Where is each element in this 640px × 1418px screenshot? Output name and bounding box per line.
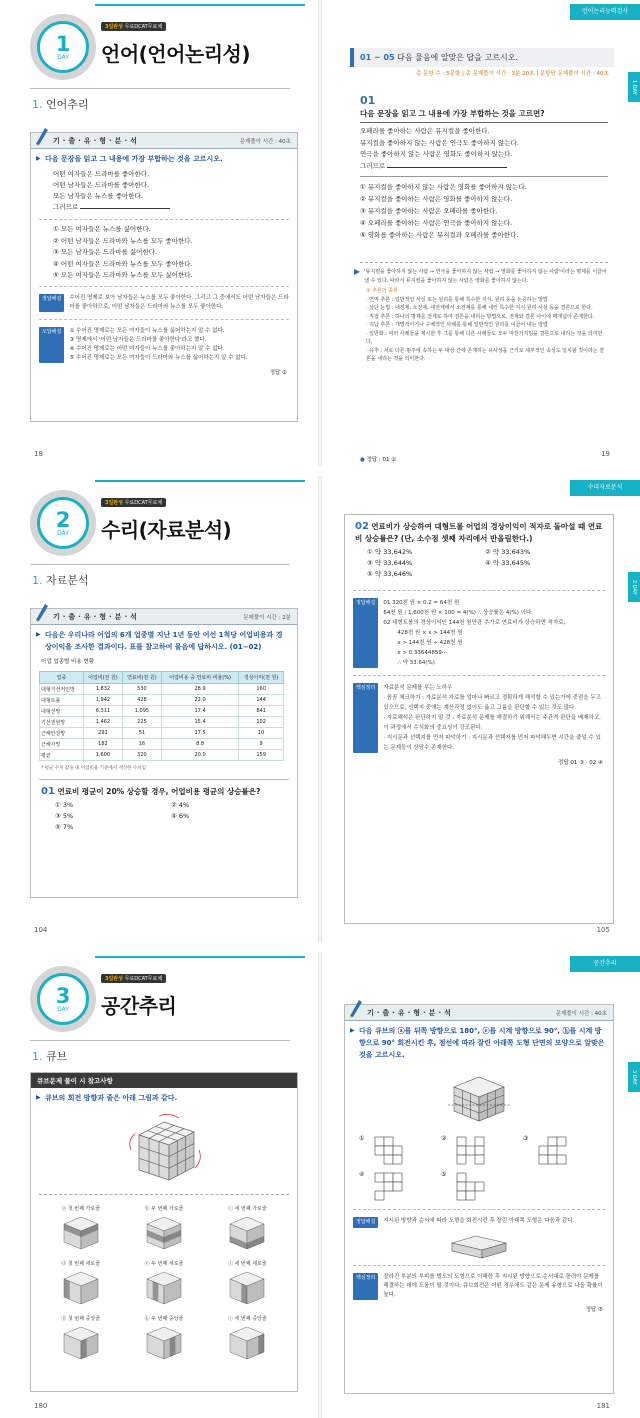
divider bbox=[353, 1265, 605, 1266]
table-cell: 기선권현망 bbox=[40, 717, 84, 728]
title-rule bbox=[30, 88, 290, 89]
table-cell: 6,311 bbox=[83, 706, 122, 717]
table-cell: 1,600 bbox=[83, 750, 122, 761]
page-number: 19 bbox=[601, 450, 610, 458]
top-rule bbox=[95, 956, 305, 972]
question-title: 연료비 평균이 20% 상승할 경우, 어업비용 평균의 상승률은? bbox=[57, 787, 261, 796]
cube-figure bbox=[119, 1110, 209, 1190]
explanation-text: 수어진 명제로 보아 남자들은 뉴스를 모두 좋아한다. 그리고 그 중에서도 어떤 남자들은 드라마를 좋아하므로, 어떤 남자들은 드라마와 뉴스를 모두 좋아한다. bbox=[69, 294, 289, 310]
rotation-label: ⓑ 두 번째 가로줄 bbox=[144, 1206, 184, 1212]
calc-line: ∴ 약 33.64(%) bbox=[397, 660, 435, 666]
answer: 정답 ⑤ bbox=[585, 1307, 603, 1313]
table-cell: 대형선망 bbox=[40, 706, 84, 717]
rotation-label: ⓓ 첫 번째 세로줄 bbox=[61, 1261, 101, 1267]
answer-icon: ● bbox=[360, 457, 365, 463]
rotation-label: ⓐ 첫 번째 가로줄 bbox=[61, 1206, 101, 1212]
info-icon: ▶ bbox=[354, 267, 361, 276]
table-cell: 1,832 bbox=[83, 684, 122, 695]
note-line: · 유추 : 서로 다른 범주에 속하는 두 대상 간에 존재하는 유사성을 근거로 세부적인 속성도 일치할 것이라는 결론을 내리는 것을 의미한다. bbox=[366, 347, 604, 362]
rotation-example bbox=[39, 1258, 122, 1307]
table-cell: 159 bbox=[239, 750, 284, 761]
day-number: 3 bbox=[55, 983, 71, 1008]
table-row bbox=[40, 695, 284, 706]
answer-choice[interactable] bbox=[359, 1135, 435, 1165]
rotation-label: ⓗ 두 번째 중앙줄 bbox=[144, 1316, 184, 1322]
table-header: 업종 bbox=[40, 672, 84, 684]
explanation-tag: 핵심정리 bbox=[353, 1273, 378, 1300]
explanation-line: ③ 명제에서 '어떤 남자들은 드라마를 좋아한다'라고 했다. bbox=[69, 336, 207, 343]
cube-rotation-grid bbox=[31, 1197, 297, 1368]
option: ② 4% bbox=[171, 801, 190, 809]
cross-section-icon bbox=[449, 1171, 491, 1201]
question-cube bbox=[345, 1069, 613, 1125]
cut-shape-figure bbox=[444, 1231, 514, 1261]
calc-line: 01 320천 원 × 0.2 = 64천 원 bbox=[383, 600, 460, 606]
table-cell: 1,462 bbox=[83, 717, 122, 728]
question-02 bbox=[345, 515, 613, 586]
option: ⑤ 모든 여자들은 드라마와 뉴스를 모두 싫어한다. bbox=[53, 271, 193, 279]
option-list bbox=[31, 224, 297, 282]
cube-icon bbox=[58, 1322, 104, 1362]
note-line: · 직접 추론 : 하나의 명제를 전제로 하여 결론을 내리는 방법으로, 전제와 결론 사이에 매개념이 존재한다. bbox=[366, 313, 595, 320]
option: ③ 모든 남자들은 드라마를 싫어한다. bbox=[53, 248, 158, 256]
question-01 bbox=[360, 94, 608, 241]
rotation-example bbox=[39, 1203, 122, 1252]
rotation-example bbox=[122, 1258, 205, 1307]
instruction: 다음 물음에 알맞은 답을 고르시오. bbox=[397, 53, 518, 62]
table-row bbox=[40, 728, 284, 739]
premise-list bbox=[360, 126, 608, 172]
choice-number: ⑤ bbox=[441, 1171, 447, 1178]
section-number: 1. bbox=[32, 1050, 43, 1063]
option: ④ 약 33,645% bbox=[485, 559, 531, 567]
note-line: · 삼단 논법 : 대전제, 소전제, 대전제에서 소전제를 통해 내린 특수한 지식·원리·사실 등을 결론으로 한다. bbox=[366, 305, 593, 311]
page-number: 104 bbox=[34, 926, 48, 934]
spread-1 bbox=[0, 0, 640, 466]
option-list bbox=[355, 547, 603, 580]
cross-section-icon bbox=[531, 1135, 573, 1165]
table-row bbox=[40, 739, 284, 750]
series-badge bbox=[101, 22, 166, 31]
page-number: 181 bbox=[596, 1402, 610, 1410]
explanation-line: ① 수어진 명제로는 모든 여자들이 뉴스를 싫어하는지 알 수 없다. bbox=[69, 327, 225, 334]
side-tab: 1 DAY bbox=[628, 72, 640, 102]
cube-icon bbox=[141, 1267, 187, 1307]
series-badge bbox=[101, 498, 166, 507]
badge-a: 3일완성 bbox=[105, 976, 123, 982]
table-header: 연료비(천 원) bbox=[122, 672, 161, 684]
table-cell: 160 bbox=[239, 684, 284, 695]
table-cell: 182 bbox=[83, 739, 122, 750]
question-range: 01 ~ 05 bbox=[360, 53, 395, 62]
table-cell: 28.9 bbox=[161, 684, 238, 695]
table-cell: 근해자망 bbox=[40, 739, 84, 750]
day-number: 2 bbox=[55, 507, 71, 532]
choice-grid bbox=[345, 1131, 613, 1205]
title-rule bbox=[30, 564, 290, 565]
page-105 bbox=[320, 476, 640, 942]
table-cell: 17.4 bbox=[161, 706, 238, 717]
top-rule bbox=[95, 4, 305, 20]
page-number: 180 bbox=[34, 1402, 48, 1410]
option: ① 모든 여자들은 뉴스를 싫어한다. bbox=[53, 225, 151, 233]
day-badge bbox=[30, 966, 96, 1032]
answer: 정답 ② bbox=[269, 369, 287, 376]
time-limit: 문제풀이 시간 : 40초 bbox=[555, 1011, 607, 1017]
table-header-row bbox=[40, 672, 284, 684]
badge-b: 무료DCAT무료체 bbox=[124, 976, 163, 982]
rotation-label: ⓔ 두 번째 세로줄 bbox=[144, 1261, 184, 1267]
table-cell: 428 bbox=[122, 695, 161, 706]
option-list bbox=[360, 181, 608, 241]
note-line: ① 추론의 종류 bbox=[366, 288, 398, 294]
page-104 bbox=[0, 476, 320, 942]
question-number: 01 bbox=[360, 94, 376, 107]
solution-box bbox=[344, 514, 614, 924]
option: ③ 5% bbox=[55, 812, 74, 820]
table-cell: 841 bbox=[239, 706, 284, 717]
explanation-tag: 정답해설 bbox=[353, 598, 378, 668]
divider bbox=[353, 590, 605, 591]
option: ① 뮤지컬을 좋아하지 않는 사람은 영화를 좋아하지 않는다. bbox=[360, 183, 527, 191]
option: ⑤ 영화를 좋아하는 사람은 뮤지컬과 오페라를 좋아한다. bbox=[360, 231, 519, 239]
table-cell: 225 bbox=[122, 717, 161, 728]
page-number: 105 bbox=[596, 926, 610, 934]
explanation-tag: 정답해설 bbox=[39, 294, 64, 312]
table-header: 경상이익(천 원) bbox=[239, 672, 284, 684]
table-row bbox=[40, 706, 284, 717]
rotation-example bbox=[39, 1313, 122, 1362]
option: ⑤ 약 33,646% bbox=[367, 570, 413, 578]
divider bbox=[39, 319, 289, 320]
day-number: 1 bbox=[55, 31, 71, 56]
question-number: 02 bbox=[355, 521, 369, 532]
summary-line: · 꼼꼼 체크하기 : 자료분석 자료를 얼마나 빠르고 정확하게 해석할 수 있는가에 중점을 두고 있으므로, 선택지 중에는 계산과정 없이도 옳고 그름을 판단할 수 있는 것도 많다. bbox=[383, 695, 601, 711]
calc-line: 02 대형트롤의 경상이익인 144천 원만큼 추가로 연료비가 상승하면 적자로, bbox=[383, 620, 566, 626]
premise: 어떤 여자들은 드라마를 좋아한다. bbox=[53, 170, 150, 178]
table-note: * 평균 수치 값을 내 어업비용 기준에서 계산한 수치임 bbox=[41, 766, 146, 771]
section-heading bbox=[32, 1048, 67, 1064]
answer-choice[interactable] bbox=[523, 1135, 599, 1165]
question-01 bbox=[31, 784, 297, 835]
option: ⑤ 7% bbox=[55, 823, 74, 831]
explanation-line: ⑤ 수어진 명제로는 모든 여자들이 드라마와 뉴스를 싫어하는지 알 수 없다. bbox=[69, 354, 248, 361]
pen-icon bbox=[33, 124, 49, 146]
answer-figure bbox=[345, 1231, 613, 1261]
section-number: 1. bbox=[32, 574, 43, 587]
answer-choice[interactable] bbox=[441, 1135, 517, 1165]
correct-explanation bbox=[345, 1214, 613, 1231]
box-title: 기·출·유·형·분·석 bbox=[53, 613, 140, 621]
table-cell: 530 bbox=[122, 684, 161, 695]
option: ① 3% bbox=[55, 801, 74, 809]
note-line: · 귀납 추론 : 개별적이거나 구체적인 사례를 통해 일반적인 원리를 이끌어 내는 방법 bbox=[366, 322, 548, 328]
explanation-text: '뮤지컬을 좋아하지 않는 사람 → 연극을 좋아하지 않는 사람 → 영화를 좋아하지 않는 사람'이라는 명제를 이끌어 낼 수 있다. 따라서 뮤지컬을 좋아하지 않는 사람은 영화를 좋아하지 않는다. bbox=[364, 269, 607, 284]
cross-section-icon bbox=[367, 1171, 409, 1201]
question-text: ▶ 다음은 우리나라 어업의 6개 업종별 지난 1년 동안 어선 1척당 어업비용과 경상이익을 조사한 결과이다. 표를 참고하여 물음에 답하시오. (01~02) bbox=[31, 625, 297, 655]
badge-b: 무료DCAT무료체 bbox=[124, 500, 163, 506]
rotation-label: ⓒ 세 번째 가로줄 bbox=[227, 1206, 267, 1212]
choice-number: ① bbox=[359, 1135, 365, 1142]
day-badge bbox=[30, 14, 96, 80]
pen-icon bbox=[33, 600, 49, 622]
note-line: · 일반화 : 여러 사례들을 제시한 후 그를 통해 다른 사례들도 모두 마찬가지임을 결론으로 내리는 것을 의미한다. bbox=[366, 330, 603, 345]
question-text: ▶ 다음 큐브의 ⓐ를 뒤쪽 방향으로 180°, ⓔ를 시계 방향으로 90°, ⓗ를 시계 방향으로 90° 회전시킨 후, 점선에 따라 잘린 아래쪽 도형 단면의 모양으로 알맞은 것을 고르시오. bbox=[345, 1021, 613, 1063]
rotation-example bbox=[122, 1203, 205, 1252]
explanation-line: ④ 수어진 명제로는 어떤 여자들이 뉴스를 좋아하는지 알 수 없다. bbox=[69, 345, 225, 352]
table-cell: 1,095 bbox=[122, 706, 161, 717]
table-row bbox=[40, 717, 284, 728]
cube-icon bbox=[141, 1322, 187, 1362]
table-cell: 8.8 bbox=[161, 739, 238, 750]
table-cell: 대형기선저인망 bbox=[40, 684, 84, 695]
table-cell: 20.0 bbox=[161, 750, 238, 761]
side-tab: 2 DAY bbox=[628, 572, 640, 602]
page-19 bbox=[320, 0, 640, 466]
option: ④ 6% bbox=[171, 812, 190, 820]
calc-line: 64천 원 / 1,600천 원 × 100 = 4(%) ∴ 상승률은 4(%) 이다. bbox=[383, 610, 534, 616]
table-cell: 51 bbox=[122, 728, 161, 739]
cube-icon bbox=[58, 1212, 104, 1252]
cube-icon bbox=[141, 1212, 187, 1252]
rotation-label: ⓖ 첫 번째 중앙줄 bbox=[61, 1316, 101, 1322]
premise-list bbox=[31, 167, 297, 215]
summary-text: 잘라진 부분의 부피를 별도의 도형으로 이해한 후 지시된 방향으로 순서대로 돌려야 문제를 해결하는 데에 도움이 될 것이다. 큐브회전은 어떤 경우에도 같은 문제 유형으로 나올 확률이 높다. bbox=[383, 1274, 603, 1298]
section-label: 큐브 bbox=[46, 1050, 68, 1063]
analysis-box bbox=[344, 1004, 614, 1394]
table-cell: 대형트롤 bbox=[40, 695, 84, 706]
day-word: DAY bbox=[57, 529, 69, 537]
rotation-example bbox=[206, 1258, 289, 1307]
answer-footer-text: 정답 : 01 ① bbox=[366, 457, 397, 463]
day-word: DAY bbox=[57, 53, 69, 61]
conclusion-label: 그러므로 bbox=[360, 161, 386, 170]
header-tab: 공간추리 bbox=[570, 956, 640, 972]
box-title: 기·출·유·형·분·석 bbox=[53, 137, 140, 145]
table-row bbox=[40, 750, 284, 761]
option: ② 약 33,643% bbox=[485, 548, 531, 556]
box-title: 큐브문제 풀이 시 참고사항 bbox=[31, 1073, 297, 1088]
table-cell: 144 bbox=[239, 695, 284, 706]
box-header bbox=[31, 609, 297, 625]
table-header: 어업비(천 원) bbox=[83, 672, 122, 684]
premise: 모든 남자들은 뉴스를 좋아한다. bbox=[53, 192, 143, 200]
table-title: 어업 업종별 비용 현황 bbox=[41, 659, 95, 665]
table-cell: 16 bbox=[122, 739, 161, 750]
cube-icon bbox=[224, 1212, 270, 1252]
table-cell: 평균 bbox=[40, 750, 84, 761]
rotation-label: ⓘ 세 번째 중앙줄 bbox=[227, 1316, 267, 1322]
table-cell: 102 bbox=[239, 717, 284, 728]
box-title: 기·출·유·형·분·석 bbox=[367, 1009, 454, 1017]
option: ③ 약 33,644% bbox=[367, 559, 413, 567]
badge-a: 3일완성 bbox=[105, 500, 123, 506]
note-line: · 연역 추론 : 일반적인 사실 또는 원리를 통해 특수한 지식, 원리 등을 논증하는 방법 bbox=[366, 296, 548, 303]
key-summary bbox=[345, 1270, 613, 1303]
page-18 bbox=[0, 0, 320, 466]
premise: 어떤 남자들은 드라마를 좋아한다. bbox=[53, 181, 150, 189]
section-heading bbox=[32, 572, 89, 588]
chapter-title: 수리(자료분석) bbox=[101, 518, 232, 542]
chapter-title: 언어(언어논리성) bbox=[101, 42, 251, 66]
answer-choice[interactable] bbox=[441, 1171, 517, 1201]
choice-number: ② bbox=[441, 1135, 447, 1142]
section-number: 1. bbox=[32, 98, 43, 111]
premise: 연극을 좋아하지 않는 사람은 영화도 좋아하지 않는다. bbox=[360, 150, 513, 158]
cross-section-icon bbox=[449, 1135, 491, 1165]
table-cell: 근해안강망 bbox=[40, 728, 84, 739]
tip-box bbox=[30, 1072, 298, 1392]
day-word: DAY bbox=[57, 1005, 69, 1013]
table-cell: 1,942 bbox=[83, 695, 122, 706]
time-limit: 문제풀이 시간 : 2분 bbox=[243, 615, 291, 621]
series-badge bbox=[101, 974, 166, 983]
cube-icon bbox=[58, 1267, 104, 1307]
explanation-tag: 오답해설 bbox=[39, 327, 64, 363]
instruction-bar bbox=[350, 48, 614, 67]
top-rule bbox=[95, 480, 305, 496]
main-cube bbox=[31, 1110, 297, 1190]
table-cell: 320 bbox=[122, 750, 161, 761]
sub-info: 총 문항 수 : 5문항 | 총 문제풀이 시간 : 3분 20초 | 문항당 문제풀이 시간 : 40초 bbox=[416, 71, 609, 77]
box-header bbox=[31, 133, 297, 149]
pen-icon bbox=[347, 996, 363, 1018]
rotation-label: ⓕ 세 번째 세로줄 bbox=[227, 1261, 267, 1267]
option: ④ 오페라를 좋아하는 사람은 연극을 좋아하지 않는다. bbox=[360, 219, 513, 227]
explanation-tag: 정답해설 bbox=[353, 1217, 378, 1228]
option: ③ 뮤지컬을 좋아하는 사람은 오페라를 좋아한다. bbox=[360, 207, 498, 215]
wrong-explanation bbox=[31, 324, 297, 366]
divider bbox=[353, 675, 605, 676]
title-rule bbox=[30, 1040, 290, 1041]
divider bbox=[39, 286, 289, 287]
calc-line: x > 0.33644859··· bbox=[397, 650, 448, 656]
premise-conclusion bbox=[360, 161, 608, 173]
table-cell: 9 bbox=[239, 739, 284, 750]
rotation-example bbox=[206, 1203, 289, 1252]
page-number: 18 bbox=[34, 450, 43, 458]
premise: 오페라를 좋아하는 사람은 뮤지컬을 좋아한다. bbox=[360, 127, 490, 135]
question-text: ▶ 다음 문장을 읽고 그 내용에 가장 부합하는 것을 고르시오. bbox=[31, 149, 297, 167]
explanation-text: 지시된 방향과 순서에 따라 도형을 회전시킨 후 잘린 아래쪽 도형은 다음과 같다. bbox=[383, 1218, 575, 1224]
rotation-example bbox=[122, 1313, 205, 1362]
spread-3 bbox=[0, 952, 640, 1418]
question-title: 연료비가 상승하여 대형트롤 어업의 경상이익이 적자로 돌아설 때 연료비 상승률은? (단, 소수점 셋째 자리에서 반올림한다.) bbox=[355, 522, 603, 543]
badge-b: 무료DCAT무료체 bbox=[124, 24, 163, 30]
rotation-example bbox=[206, 1313, 289, 1362]
key-summary bbox=[345, 680, 613, 756]
choice-number: ④ bbox=[359, 1171, 365, 1178]
analysis-box bbox=[30, 132, 298, 422]
table-cell: 10 bbox=[239, 728, 284, 739]
analysis-box bbox=[30, 608, 298, 898]
answer-footer bbox=[360, 454, 396, 466]
cross-section-icon bbox=[367, 1135, 409, 1165]
table-header: 어업비용 중 연료비 비율(%) bbox=[161, 672, 238, 684]
cube-icon bbox=[224, 1322, 270, 1362]
option: ② 뮤지컬을 좋아하는 사람은 영화를 좋아하지 않는다. bbox=[360, 195, 513, 203]
divider bbox=[39, 219, 289, 220]
cube-icon bbox=[224, 1267, 270, 1307]
conclusion-label: 그러므로 bbox=[53, 203, 79, 211]
cube-figure bbox=[444, 1069, 514, 1125]
table-cell: 17.5 bbox=[161, 728, 238, 739]
table-row bbox=[40, 684, 284, 695]
page-181 bbox=[320, 952, 640, 1418]
section-label: 언어추리 bbox=[46, 98, 89, 111]
option: ① 약 33,642% bbox=[367, 548, 413, 556]
answer-choice[interactable] bbox=[359, 1171, 435, 1201]
calc-line: 428천 원 × x > 144천 원 bbox=[397, 630, 463, 636]
section-label: 자료분석 bbox=[46, 574, 89, 587]
summary-line: 자료분석 문제를 푸는 노하우 bbox=[383, 685, 453, 691]
section-heading bbox=[32, 96, 89, 112]
summary-line: · 자료해석은 판단하지 말 것 : 자료분석 문제를 해결하기 위해서는 주관적 판단을 배제하고, 이 과정에서 수식화의 중요성이 강조된다. bbox=[383, 715, 601, 731]
header-tab: 언어논리능력검사 bbox=[570, 4, 640, 20]
premise: 뮤지컬을 좋아하지 않는 사람은 연극도 좋아하지 않는다. bbox=[360, 138, 519, 147]
day-badge bbox=[30, 490, 96, 556]
summary-line: · 지시문과 선택지를 먼저 파악하기 : 지시문과 선택지를 먼저 파악해두면 시간을 줄일 수 있는 문제들이 상당수 존재한다. bbox=[383, 735, 601, 751]
answer: 정답 01 ③ · 02 ④ bbox=[558, 760, 603, 766]
calc-line: x > 144천 원 ÷ 428천 원 bbox=[397, 640, 463, 646]
explanation-block bbox=[354, 268, 608, 364]
header-tab: 수리자료분석 bbox=[570, 480, 640, 496]
box-header bbox=[345, 1005, 613, 1021]
divider bbox=[360, 262, 608, 263]
side-tab: 3 DAY bbox=[628, 1062, 640, 1092]
data-table bbox=[39, 671, 284, 761]
correct-explanation bbox=[31, 291, 297, 315]
correct-explanation bbox=[345, 595, 613, 671]
table-cell: 22.0 bbox=[161, 695, 238, 706]
chapter-title: 공간추리 bbox=[101, 994, 177, 1018]
tip-text: ▶ 큐브의 회전 방향과 줄은 아래 그림과 같다. bbox=[31, 1088, 297, 1106]
question-number: 01 bbox=[41, 786, 55, 797]
page-180 bbox=[0, 952, 320, 1418]
table-cell: 292 bbox=[83, 728, 122, 739]
option-list bbox=[41, 800, 287, 833]
table-cell: 15.4 bbox=[161, 717, 238, 728]
premise-conclusion bbox=[31, 202, 297, 213]
time-limit: 문제풀이 시간 : 40초 bbox=[239, 139, 291, 145]
explanation-tag: 핵심정리 bbox=[353, 683, 378, 753]
option: ④ 어떤 여자들은 드라마와 뉴스를 모두 좋아한다. bbox=[53, 259, 193, 268]
badge-a: 3일완성 bbox=[105, 24, 123, 30]
divider bbox=[353, 1209, 605, 1210]
question-title: 다음 문장을 읽고 그 내용에 가장 부합하는 것을 고르면? bbox=[360, 107, 608, 123]
option: ② 어떤 남자들은 드라마와 뉴스를 모두 좋아한다. bbox=[53, 236, 193, 245]
spread-2 bbox=[0, 476, 640, 942]
choice-number: ③ bbox=[523, 1135, 529, 1142]
